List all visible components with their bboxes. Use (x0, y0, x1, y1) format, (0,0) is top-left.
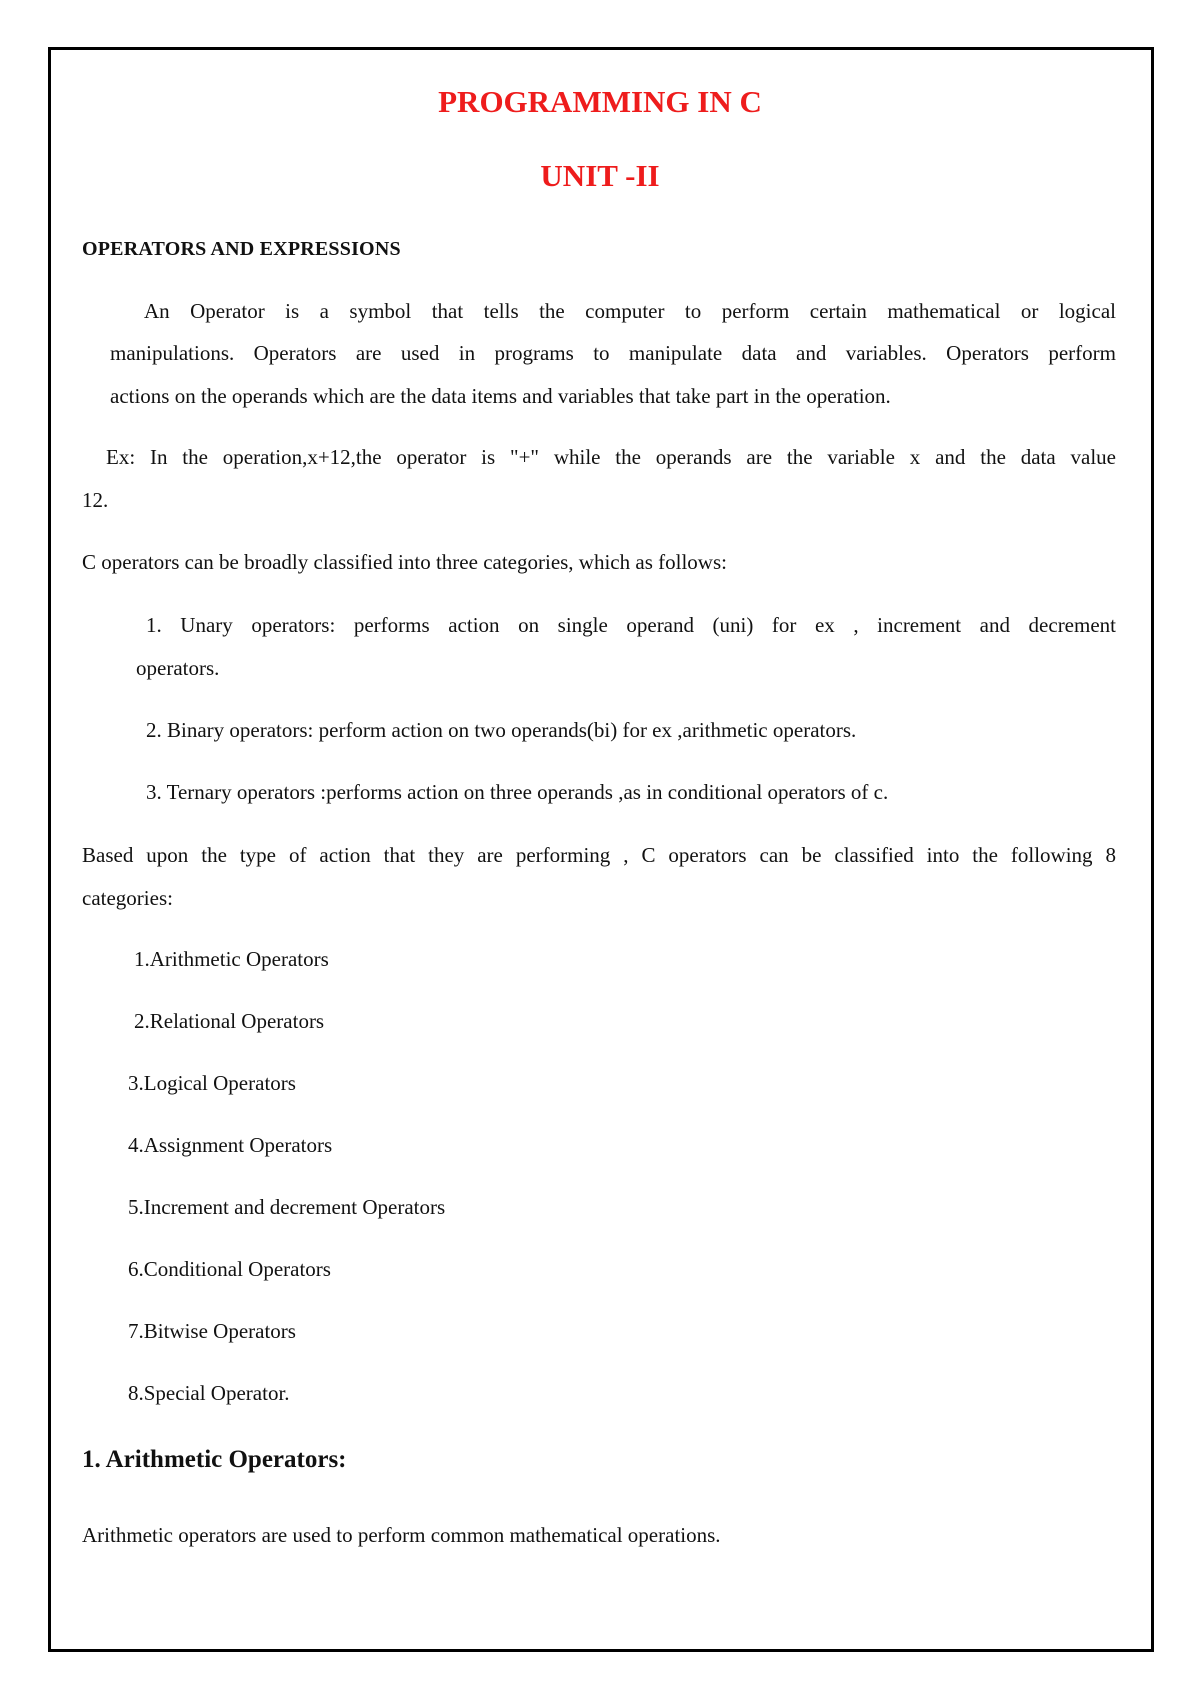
category-unary-line-2: operators. (136, 656, 220, 680)
classification-intro: C operators can be broadly classified into three categories, which as follows: (82, 550, 727, 574)
operator-list-item: 4.Assignment Operators (128, 1133, 333, 1157)
unit-subtitle: UNIT -II (540, 158, 660, 193)
operator-list-item: 8.Special Operator. (128, 1381, 290, 1405)
example-line-1: Ex: In the operation,x+12,the operator is "+" while the operands are the variable x and the data value (106, 445, 1116, 469)
arithmetic-description: Arithmetic operators are used to perform common mathematical operations. (82, 1523, 721, 1547)
section-heading-operators: OPERATORS AND EXPRESSIONS (82, 238, 401, 260)
operator-list-item: 5.Increment and decrement Operators (128, 1195, 446, 1219)
intro-line-1: An Operator is a symbol that tells the computer to perform certain mathematical or logical (144, 299, 1116, 323)
based-upon-line-2: categories: (82, 886, 173, 910)
operator-list-item: 6.Conditional Operators (128, 1257, 331, 1281)
intro-line-3: actions on the operands which are the data items and variables that take part in the operation. (110, 384, 891, 408)
category-unary-line-1: 1. Unary operators: performs action on single operand (uni) for ex , increment and decrement (146, 613, 1116, 637)
operator-list-item: 2.Relational Operators (134, 1009, 325, 1033)
example-line-2: 12. (82, 488, 109, 512)
arithmetic-heading: 1. Arithmetic Operators: (82, 1446, 347, 1473)
intro-line-2: manipulations. Operators are used in programs to manipulate data and variables. Operators perform (110, 341, 1116, 365)
operator-list-item: 3.Logical Operators (128, 1071, 296, 1095)
category-binary: 2. Binary operators: perform action on two operands(bi) for ex ,arithmetic operators. (146, 718, 857, 742)
category-ternary: 3. Ternary operators :performs action on three operands ,as in conditional operators of c. (146, 780, 889, 804)
operator-list-item: 1.Arithmetic Operators (134, 947, 329, 971)
based-upon-line-1: Based upon the type of action that they are performing , C operators can be classified into the following 8 (82, 843, 1116, 867)
operator-list-item: 7.Bitwise Operators (128, 1319, 296, 1343)
document-title: PROGRAMMING IN C (438, 84, 762, 119)
